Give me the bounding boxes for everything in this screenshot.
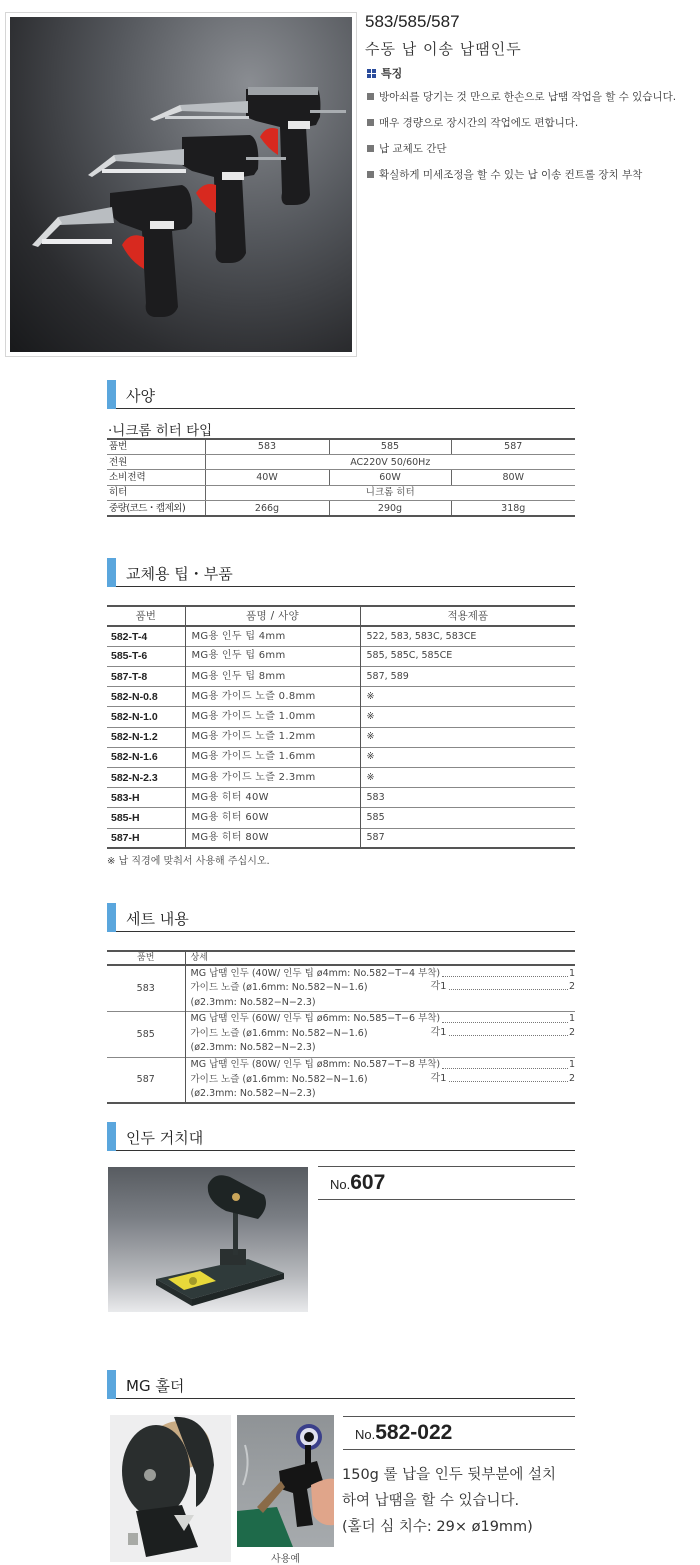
- part-number: 582-N-1.6: [107, 747, 185, 767]
- section-title: 인두 거치대: [126, 1129, 204, 1147]
- set-line: (ø2.3mm: No.582−N−2.3): [190, 1042, 316, 1054]
- features-list: [367, 90, 676, 194]
- spec-cell: 니크롬 히터: [205, 485, 575, 500]
- spec-table: [107, 438, 575, 517]
- feature-item: 확실하게 미세조정을 할 수 있는 납 이송 컨트롤 장치 부착: [367, 168, 676, 194]
- each-quantity: 각1 2: [430, 981, 576, 992]
- holder-number-box: [343, 1416, 575, 1450]
- features-heading-label: 특징: [381, 67, 403, 80]
- holder-photo: [110, 1415, 231, 1562]
- column-header: 품번: [107, 606, 185, 626]
- part-number: 582-T-4: [107, 626, 185, 646]
- part-number: 582-N-0.8: [107, 687, 185, 707]
- part-number: 587-T-8: [107, 667, 185, 687]
- part-name: MG용 인두 팁 8mm: [185, 667, 360, 687]
- iron-stand-illustration: [108, 1167, 308, 1312]
- quantity: 1: [569, 1013, 576, 1025]
- table-row: [107, 788, 575, 808]
- spec-cell: 290g: [329, 501, 451, 516]
- column-header: 품번: [107, 951, 185, 965]
- applicable-products: ※: [360, 727, 575, 747]
- spec-row: [107, 485, 575, 500]
- set-section-header: [107, 903, 575, 932]
- spec-cell: 80W: [451, 470, 575, 485]
- dot-leader: [449, 1072, 568, 1082]
- applicable-products: ※: [360, 707, 575, 727]
- set-model: 587: [107, 1057, 185, 1103]
- dot-leader: [449, 1026, 568, 1036]
- spec-label: 히터: [107, 485, 205, 500]
- set-line: 가이드 노즐 (ø1.6mm: No.582−N−1.6): [190, 1073, 368, 1085]
- quantity: 1: [569, 1059, 576, 1070]
- spec-row: [107, 439, 575, 454]
- quantity: 1: [569, 967, 576, 979]
- table-row: [107, 667, 575, 687]
- set-line: MG 납땜 인두 (80W/ 인두 팁 ø8mm: No.587−T−8 부착) 1: [191, 1058, 576, 1073]
- number-prefix: No.: [330, 1177, 351, 1192]
- applicable-products: 585: [360, 808, 575, 828]
- applicable-products: 583: [360, 788, 575, 808]
- spec-label: 소비전력: [107, 470, 205, 485]
- set-line: MG 납땜 인두 (40W/ 인두 팁 ø4mm: No.582−T−4 부착) 1: [191, 967, 576, 982]
- section-title: 세트 내용: [126, 910, 189, 928]
- parts-header-row: [107, 606, 575, 626]
- applicable-products: 585, 585C, 585CE: [360, 646, 575, 666]
- spec-row: [107, 501, 575, 516]
- set-line: MG 납땜 인두 (60W/ 인두 팁 ø6mm: No.585−T−6 부착) 1: [191, 1012, 576, 1027]
- usage-example-photo: [237, 1415, 334, 1547]
- product-photo: [10, 17, 352, 352]
- features-heading: [367, 65, 402, 81]
- quantity: 2: [569, 1072, 576, 1084]
- set-line: (ø2.3mm: No.582−N−2.3): [190, 996, 316, 1008]
- table-row: [107, 1057, 575, 1103]
- product-name: 수동 납 이송 납땜인두: [365, 40, 522, 58]
- holder-section-header: [107, 1370, 575, 1399]
- table-row: [107, 727, 575, 747]
- spec-row: [107, 470, 575, 485]
- column-header: 품명 / 사양: [185, 606, 360, 626]
- part-name: MG용 히터 60W: [185, 808, 360, 828]
- part-name: MG용 히터 40W: [185, 788, 360, 808]
- part-number: 582-N-2.3: [107, 768, 185, 788]
- part-name: MG용 히터 80W: [185, 828, 360, 848]
- part-number: 585-T-6: [107, 646, 185, 666]
- part-name: MG용 인두 팁 4mm: [185, 626, 360, 646]
- spec-section-header: [107, 380, 575, 409]
- part-number: 587-H: [107, 828, 185, 848]
- stand-number-box: [318, 1166, 575, 1200]
- set-line: 가이드 노즐 (ø1.6mm: No.582−N−1.6): [190, 982, 368, 993]
- parts-table: [107, 605, 575, 849]
- square-bullet-icon: [367, 93, 374, 100]
- product-model-title: 583/585/587: [365, 12, 460, 31]
- applicable-products: ※: [360, 747, 575, 767]
- spec-label: 전원: [107, 454, 205, 469]
- part-name: MG용 인두 팁 6mm: [185, 646, 360, 666]
- set-line: 가이드 노즐 (ø1.6mm: No.582−N−1.6): [190, 1027, 368, 1039]
- spec-label: 중량(코드・캡제외): [107, 501, 205, 516]
- table-row: [107, 965, 575, 1011]
- quantity: 2: [569, 981, 576, 992]
- section-title: 사양: [126, 387, 155, 405]
- usage-caption: 사용예: [271, 1554, 300, 1565]
- parts-note: ※ 납 직경에 맞춰서 사용해 주십시오.: [107, 856, 270, 867]
- applicable-products: ※: [360, 768, 575, 788]
- square-bullet-icon: [367, 171, 374, 178]
- square-bullet-icon: [367, 119, 374, 126]
- applicable-products: 522, 583, 583C, 583CE: [360, 626, 575, 646]
- description-line: 하여 납땜을 할 수 있습니다.: [342, 1493, 520, 1509]
- applicable-products: 587, 589: [360, 667, 575, 687]
- column-header: 적용제품: [360, 606, 575, 626]
- spec-cell: 587: [451, 439, 575, 454]
- part-number: 582-N-1.0: [107, 707, 185, 727]
- spec-cell: 318g: [451, 501, 575, 516]
- table-row: [107, 646, 575, 666]
- part-name: MG용 가이드 노즐 2.3mm: [185, 768, 360, 788]
- table-row: [107, 768, 575, 788]
- description-line: (홀더 심 치수: 29× ø19mm): [342, 1519, 533, 1535]
- dot-leader: [442, 967, 568, 978]
- section-title: 교체용 팁・부품: [126, 565, 233, 583]
- holder-description: [342, 1462, 556, 1540]
- section-accent-bar: [107, 380, 116, 409]
- feature-item: 납 교체도 간단: [367, 142, 676, 168]
- part-name: MG용 가이드 노즐 0.8mm: [185, 687, 360, 707]
- dot-leader: [442, 1012, 568, 1023]
- soldering-gun-583: [32, 185, 192, 317]
- table-row: [107, 707, 575, 727]
- part-name: MG용 가이드 노즐 1.0mm: [185, 707, 360, 727]
- each-quantity: 각1 2: [430, 1026, 576, 1038]
- solder-holder-illustration: [110, 1415, 231, 1562]
- set-header-row: [107, 951, 575, 965]
- section-accent-bar: [107, 558, 116, 587]
- stand-section-header: [107, 1122, 575, 1151]
- quantity: 2: [569, 1026, 576, 1038]
- part-number: 582-N-1.2: [107, 727, 185, 747]
- spec-subtitle: ·니크롬 히터 타입: [108, 423, 213, 439]
- table-row: [107, 1011, 575, 1057]
- spec-label: 품번: [107, 439, 205, 454]
- set-detail: [185, 1057, 575, 1103]
- feature-item: 방아쇠를 당기는 것 만으로 한손으로 납땜 작업을 할 수 있습니다.: [367, 90, 676, 116]
- each-quantity: 각1 2: [430, 1072, 576, 1084]
- table-row: [107, 747, 575, 767]
- set-detail: [185, 1011, 575, 1057]
- spec-cell: 266g: [205, 501, 329, 516]
- section-accent-bar: [107, 1122, 116, 1151]
- set-line: (ø2.3mm: No.582−N−2.3): [190, 1088, 316, 1099]
- soldering-guns-illustration: [10, 17, 352, 352]
- section-accent-bar: [107, 1370, 116, 1399]
- table-row: [107, 687, 575, 707]
- feature-item: 매우 경량으로 장시간의 작업에도 편합니다.: [367, 116, 676, 142]
- column-header: 상세: [185, 951, 575, 965]
- stand-model-number: 607: [350, 1171, 386, 1194]
- set-model: 585: [107, 1011, 185, 1057]
- set-model: 583: [107, 965, 185, 1011]
- square-bullet-icon: [367, 145, 374, 152]
- spec-cell: 60W: [329, 470, 451, 485]
- table-row: [107, 808, 575, 828]
- spec-cell: 585: [329, 439, 451, 454]
- table-row: [107, 626, 575, 646]
- spec-row: [107, 454, 575, 469]
- table-row: [107, 828, 575, 848]
- part-name: MG용 가이드 노즐 1.2mm: [185, 727, 360, 747]
- dot-leader: [449, 980, 568, 990]
- stand-photo: [108, 1167, 308, 1312]
- holder-model-number: 582-022: [375, 1421, 453, 1444]
- part-number: 583-H: [107, 788, 185, 808]
- dot-leader: [442, 1058, 568, 1069]
- applicable-products: 587: [360, 828, 575, 848]
- spec-cell: AC220V 50/60Hz: [205, 454, 575, 469]
- spec-cell: 40W: [205, 470, 329, 485]
- description-line: 150g 롤 납을 인두 뒷부분에 설치: [342, 1467, 557, 1483]
- applicable-products: ※: [360, 687, 575, 707]
- number-prefix: No.: [355, 1427, 376, 1442]
- set-detail: [185, 965, 575, 1011]
- set-table: [107, 950, 575, 1104]
- section-title: MG 홀더: [126, 1377, 185, 1395]
- grid-bullet-icon: [367, 69, 376, 78]
- spec-cell: 583: [205, 439, 329, 454]
- part-number: 585-H: [107, 808, 185, 828]
- usage-illustration: [237, 1415, 334, 1547]
- parts-section-header: [107, 558, 575, 587]
- part-name: MG용 가이드 노즐 1.6mm: [185, 747, 360, 767]
- section-accent-bar: [107, 903, 116, 932]
